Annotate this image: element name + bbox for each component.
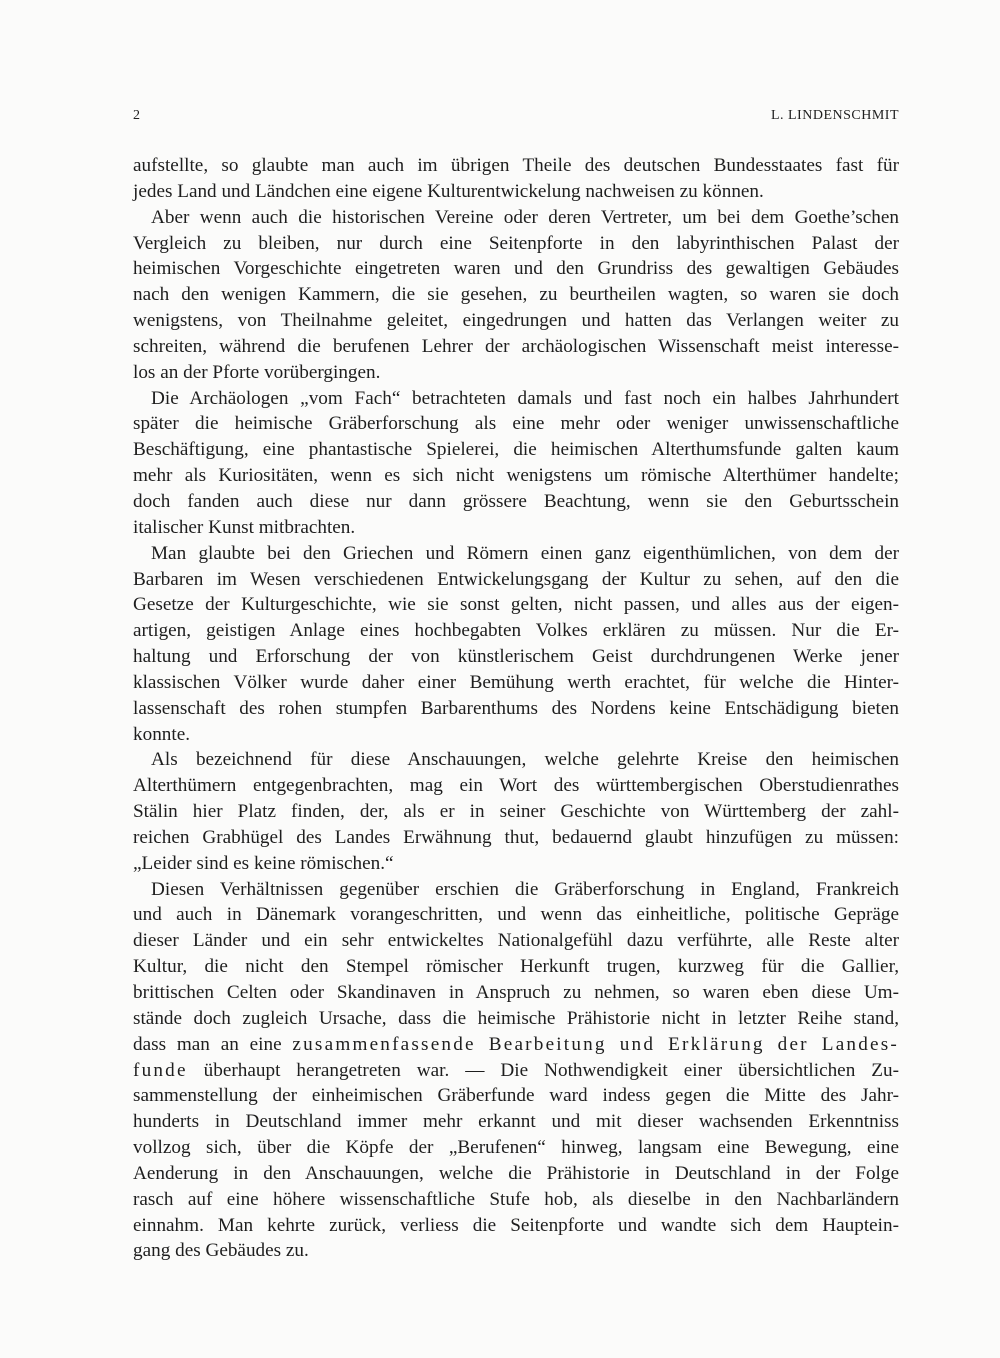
text-line: italischer Kunst mitbrachten. — [133, 516, 356, 538]
text-line: sammenstellung der einheimischen Gräberfunde ward indess gegen die Mitte des Jahr- — [133, 1085, 899, 1107]
text-line: Barbaren im Wesen verschiedenen Entwickelungsgang der Kultur zu sehen, auf den die — [133, 568, 899, 590]
text-line — [133, 1032, 899, 1058]
text-line — [133, 1058, 899, 1084]
text-line: aufstellte, so glaubte man auch im übrigen Theile des deutschen Bundesstaates fast für — [133, 155, 899, 176]
text-line: artigen, geistigen Anlage eines hochbegabten Volkes erklären zu müssen. Nur die Er- — [133, 620, 899, 642]
text-line: lassenschaft des rohen stumpfen Barbarenthums des Nordens keine Entschädigung bieten — [133, 697, 899, 719]
text-line: dieser Länder und ein sehr entwickeltes Nationalgefühl dazu verführte, alle Reste alter — [133, 930, 899, 952]
text-line: gang des Gebäudes zu. — [133, 1240, 309, 1262]
text-line: Man glaubte bei den Griechen und Römern einen ganz eigenthümlichen, von dem der — [151, 542, 899, 564]
text-line: rasch auf eine höhere wissenschaftliche Stufe hob, als dieselbe in den Nachbarländern — [133, 1188, 899, 1210]
page-number: 2 — [133, 108, 140, 123]
text-line: Die Archäologen „vom Fach“ betrachteten damals und fast noch ein halbes Jahrhundert — [151, 387, 899, 409]
text-line: brittischen Celten oder Skandinaven in Anspruch zu nehmen, so waren eben diese Um- — [133, 982, 899, 1003]
text-line: klassischen Völker wurde daher einer Bemühung werth erachtet, für welche die Hinter- — [133, 671, 899, 693]
paragraph — [133, 153, 899, 205]
text-line: Stälin hier Platz finden, der, als er in seiner Geschichte von Württemberg der zahl- — [133, 801, 899, 823]
text-line: jedes Land und Ländchen eine eigene Kulturentwickelung nachweisen zu können. — [133, 180, 764, 202]
quote-line: „Leider sind es keine römischen.“ — [133, 852, 394, 874]
text-line: wenigstens, von Theilnahme geleitet, eingedrungen und hatten das Verlangen weiter zu — [133, 310, 899, 332]
text-line: hunderts in Deutschland immer mehr erkannt und mit dieser wachsenden Erkenntniss — [133, 1111, 899, 1133]
running-head: L. LINDENSCHMIT — [770, 108, 899, 123]
text-line: Beschäftigung, eine phantastische Spielerei, die heimischen Alterthumsfunde galten kaum — [133, 439, 899, 461]
paragraph — [133, 205, 899, 386]
text-run: überhaupt herangetreten war. — Die Nothwendigkeit einer übersichtlichen Zu- — [187, 1059, 899, 1081]
text-line: stände doch zugleich Ursache, dass die heimische Prähistorie nicht in letzter Reihe stand, — [133, 1007, 899, 1029]
text-line: haltung und Erforschung der von künstlerischem Geist durchdrungenen Werke jener — [133, 646, 899, 668]
text-line: Alterthümern entgegenbrachten, mag ein Wort des württembergischen Oberstudienrathes — [133, 775, 899, 797]
page-header — [133, 108, 899, 128]
text-line: los an der Pforte vorübergingen. — [133, 361, 381, 383]
text-line: später die heimische Gräberforschung als eine mehr oder weniger unwissenschaftliche — [133, 413, 899, 435]
paragraph — [133, 541, 899, 748]
text-line: Aber wenn auch die historischen Vereine oder deren Vertreter, um bei dem Goethe’schen — [151, 206, 899, 228]
text-line: schreiten, während die berufenen Lehrer der archäologischen Wissenschaft meist interesse- — [133, 335, 899, 357]
text-line: doch fanden auch diese nur dann grössere Beachtung, wenn sie den Geburtsschein — [133, 490, 899, 512]
text-line: Kultur, die nicht den Stempel römischer Herkunft trugen, kurzweg für die Gallier, — [133, 956, 899, 978]
text-line: vollzog sich, über die Köpfe der „Berufenen“ hinweg, langsam eine Bewegung, eine — [133, 1137, 899, 1159]
body-text — [133, 153, 899, 1264]
text-line: konnte. — [133, 723, 191, 745]
paragraph — [133, 386, 899, 541]
text-line: Als bezeichnend für diese Anschauungen, welche gelehrte Kreise den heimischen — [151, 749, 899, 771]
text-line: Gesetze der Kulturgeschichte, wie sie sonst gelten, nicht passen, und alles aus der eigen- — [133, 594, 899, 616]
text-line: Vergleich zu bleiben, nur durch eine Seitenpforte in den labyrinthischen Palast der — [133, 232, 899, 254]
text-line: nach den wenigen Kammern, die sie gesehen, zu beurtheilen wagten, so waren sie doch — [133, 284, 899, 306]
text-line: und auch in Dänemark vorangeschritten, und wenn das einheitliche, politische Gepräge — [133, 904, 899, 926]
paragraph — [133, 747, 899, 876]
text-line: mehr als Kuriositäten, wenn es sich nicht wenigstens um römische Alterthümer handelte; — [133, 465, 899, 487]
spaced-emphasis: funde — [133, 1059, 188, 1081]
text-line: reichen Grabhügel des Landes Erwähnung thut, bedauernd glaubt hinzufügen zu müssen: — [133, 826, 899, 848]
text-line: heimischen Vorgeschichte eingetreten waren und den Grundriss des gewaltigen Gebäudes — [133, 258, 899, 280]
text-line: einnahm. Man kehrte zurück, verliess die Seitenpforte und wandte sich dem Hauptein- — [133, 1214, 899, 1236]
text-run: dass man an eine — [133, 1033, 293, 1055]
text-line: Aenderung in den Anschauungen, welche die Prähistorie in Deutschland in der Folge — [133, 1162, 899, 1184]
text-line: Diesen Verhältnissen gegenüber erschien die Gräberforschung in England, Frankreich — [151, 878, 899, 900]
paragraph — [133, 877, 899, 1265]
spaced-emphasis: zusammenfassende Bearbeitung und Erklärung der Landes- — [292, 1033, 899, 1055]
